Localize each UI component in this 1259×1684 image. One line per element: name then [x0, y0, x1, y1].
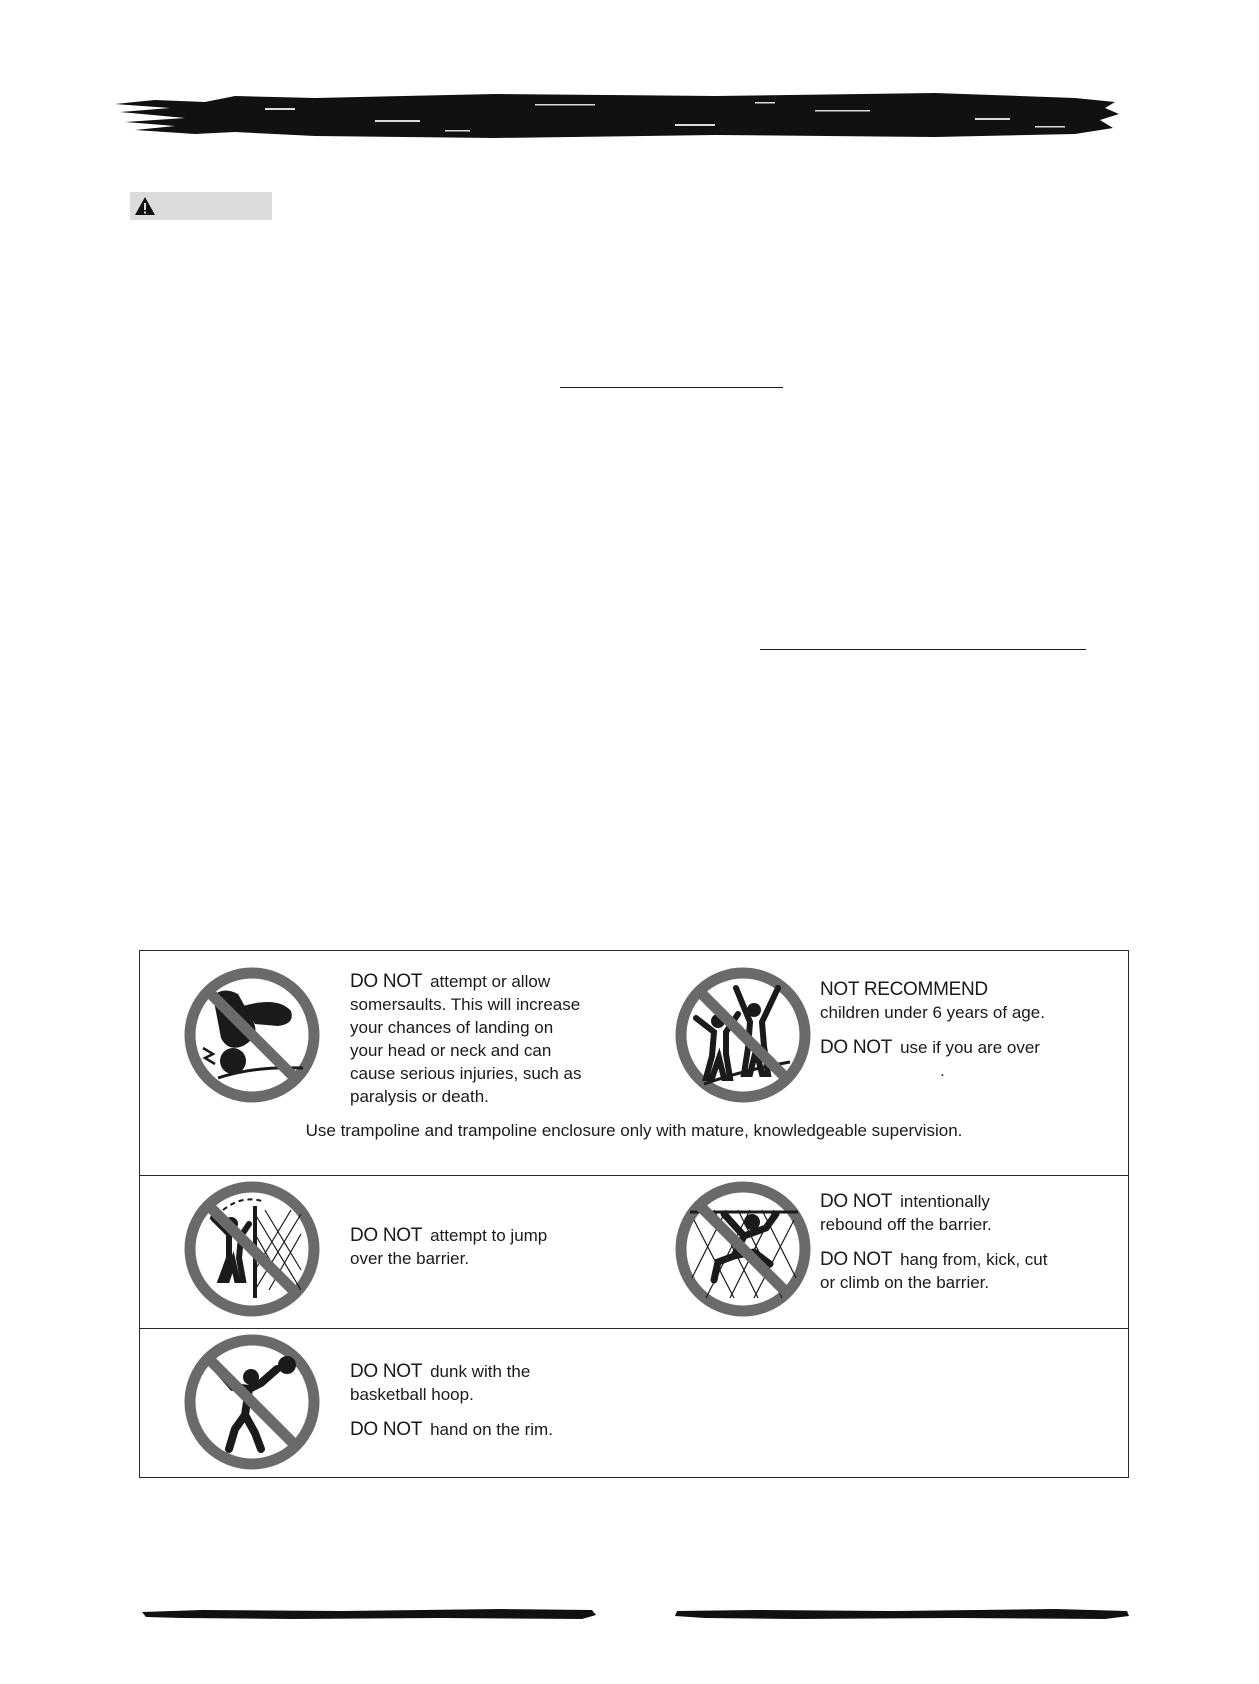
footer-brush-stroke-left	[142, 1606, 597, 1622]
jump-barrier-warning: DO NOT attempt to jump over the barrier.	[350, 1225, 548, 1268]
no-somersault-icon	[183, 966, 321, 1104]
do-not-label: DO NOT	[820, 1191, 893, 1212]
somersault-warning: DO NOT attempt or allow somersaults. This will increase your chances of landing on your head or neck and can cause serious injuries, such as paralysis or death.	[350, 971, 582, 1106]
dunk-warning: DO NOT dunk with the basketball hoop. DO NOT hand on the rim.	[350, 1361, 553, 1440]
header-brush-stroke	[115, 90, 1120, 142]
no-dunk-icon	[183, 1333, 321, 1471]
do-not-label: DO NOT	[350, 1361, 423, 1382]
do-not-label: DO NOT	[820, 1249, 893, 1270]
supervision-notice: Use trampoline and trampoline enclosure only with mature, knowledgeable supervision.	[305, 1121, 963, 1140]
no-jump-over-barrier-icon	[183, 1180, 321, 1318]
underline-rule-1	[560, 387, 783, 388]
do-not-label: DO NOT	[350, 1419, 423, 1440]
no-young-children-icon	[674, 966, 812, 1104]
age-warning: NOT RECOMMEND children under 6 years of age. DO NOT use if you are over .	[820, 978, 1120, 1082]
do-not-label: DO NOT	[350, 1225, 423, 1246]
not-recommend-label: NOT RECOMMEND	[820, 979, 988, 1000]
warning-triangle-icon	[134, 195, 156, 217]
underline-rule-2	[760, 649, 1086, 650]
panel-divider-1	[139, 1175, 1129, 1176]
do-not-label: DO NOT	[820, 1037, 893, 1058]
no-climb-barrier-icon	[674, 1180, 812, 1318]
panel-divider-2	[139, 1328, 1129, 1329]
do-not-label: DO NOT	[350, 971, 423, 992]
rebound-climb-warning: DO NOT intentionally rebound off the barrier. DO NOT hang from, kick, cut or climb on the barrier.	[820, 1191, 1048, 1292]
footer-brush-stroke-right	[675, 1606, 1130, 1622]
